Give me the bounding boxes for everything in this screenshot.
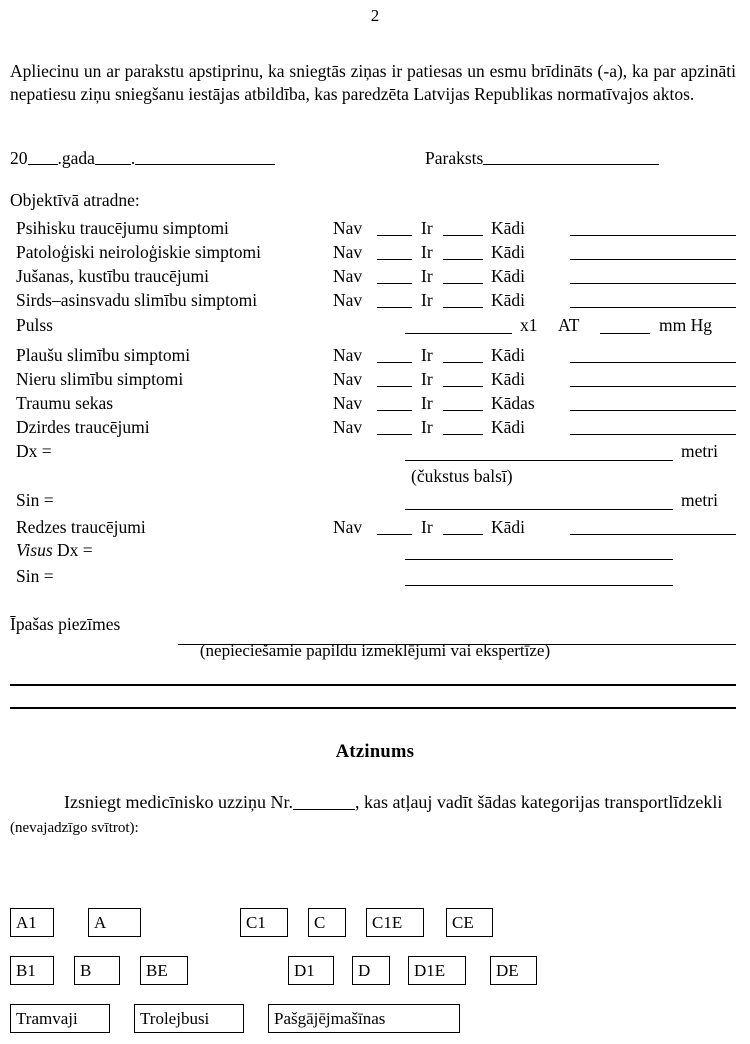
row-label: Dzirdes traucējumi bbox=[16, 417, 150, 437]
notes-extra-line-1[interactable] bbox=[10, 684, 736, 686]
row-label: Sirds–asinsvadu slimību simptomi bbox=[16, 290, 258, 310]
nav-label: Nav bbox=[333, 290, 363, 310]
answer-blank[interactable] bbox=[570, 386, 736, 387]
category-box-d1e[interactable]: D1E bbox=[408, 956, 466, 985]
ir-label: Ir bbox=[421, 369, 433, 389]
intro-paragraph: Apliecinu un ar parakstu apstiprinu, ka sniegtās ziņas ir patiesas un esmu brīdināts (-a), ka par apzināti nepatiesu ziņu sniegšanu iestājas atbildība, kas paredzēta Latvijas Republikas normatīvajos aktos. bbox=[10, 61, 736, 105]
ir-label: Ir bbox=[421, 218, 433, 238]
nav-label: Nav bbox=[333, 517, 363, 537]
pulse-blank[interactable] bbox=[405, 333, 512, 334]
special-notes-label: Īpašas piezīmes bbox=[10, 614, 121, 634]
nav-blank[interactable] bbox=[377, 386, 412, 387]
day-blank[interactable] bbox=[135, 150, 275, 165]
ir-blank[interactable] bbox=[443, 362, 483, 363]
year-prefix: 20 bbox=[10, 148, 28, 168]
blood-pressure-blank[interactable] bbox=[600, 333, 650, 334]
hearing-dx-blank[interactable] bbox=[405, 460, 673, 461]
row-label: Psihisku traucējumu simptomi bbox=[16, 218, 229, 238]
nav-label: Nav bbox=[333, 417, 363, 437]
ir-label: Ir bbox=[421, 290, 433, 310]
kadi-label: Kādi bbox=[491, 517, 526, 537]
nav-blank[interactable] bbox=[377, 307, 412, 308]
hearing-dx-row bbox=[0, 441, 750, 469]
pulse-row bbox=[0, 315, 750, 340]
kadi-label: Kādi bbox=[491, 369, 526, 389]
kadi-label: Kādi bbox=[491, 345, 526, 365]
ir-label: Ir bbox=[421, 242, 433, 262]
gada-label: .gada bbox=[57, 148, 95, 168]
kadi-label: Kādi bbox=[491, 218, 526, 238]
table-row bbox=[0, 218, 750, 243]
answer-blank[interactable] bbox=[570, 235, 736, 236]
category-box-be[interactable]: BE bbox=[140, 956, 188, 985]
year-blank[interactable] bbox=[28, 150, 58, 165]
nav-label: Nav bbox=[333, 218, 363, 238]
answer-blank[interactable] bbox=[570, 434, 736, 435]
objective-findings-title: Objektīvā atradne: bbox=[10, 190, 140, 210]
pulse-multiplier: x1 bbox=[520, 315, 538, 335]
nav-label: Nav bbox=[333, 266, 363, 286]
nav-blank[interactable] bbox=[377, 283, 412, 284]
visus-dx-label bbox=[16, 540, 93, 561]
ir-label: Ir bbox=[421, 417, 433, 437]
ir-label: Ir bbox=[421, 266, 433, 286]
category-box-d[interactable]: D bbox=[352, 956, 390, 985]
answer-blank[interactable] bbox=[570, 362, 736, 363]
signature-label: Paraksts bbox=[425, 148, 484, 168]
table-row bbox=[0, 393, 750, 418]
row-label: Jušanas, kustību traucējumi bbox=[16, 266, 209, 286]
pressure-unit: mm Hg bbox=[659, 315, 712, 335]
row-label: Redzes traucējumi bbox=[16, 517, 146, 537]
visus-sin-label: Sin = bbox=[16, 566, 54, 586]
ir-blank[interactable] bbox=[443, 534, 483, 535]
kadi-label: Kādi bbox=[491, 266, 526, 286]
category-box-b[interactable]: B bbox=[74, 956, 120, 985]
certificate-number-blank[interactable] bbox=[293, 794, 355, 810]
table-row bbox=[0, 290, 750, 315]
kadi-label: Kādi bbox=[491, 290, 526, 310]
special-notes-hint: (nepieciešamie papildu izmeklējumi vai ekspertīze) bbox=[199, 641, 551, 660]
ir-label: Ir bbox=[421, 345, 433, 365]
ir-blank[interactable] bbox=[443, 307, 483, 308]
answer-blank[interactable] bbox=[570, 283, 736, 284]
category-box-ce[interactable]: CE bbox=[446, 908, 493, 937]
row-label: Nieru slimību simptomi bbox=[16, 369, 184, 389]
category-box-c1[interactable]: C1 bbox=[240, 908, 288, 937]
hearing-sin-blank[interactable] bbox=[405, 509, 673, 510]
category-box-tramvaji[interactable]: Tramvaji bbox=[10, 1004, 110, 1033]
notes-extra-line-2[interactable] bbox=[10, 707, 736, 709]
nav-blank[interactable] bbox=[377, 410, 412, 411]
nav-blank[interactable] bbox=[377, 362, 412, 363]
visus-sin-row bbox=[0, 566, 750, 592]
answer-blank[interactable] bbox=[570, 307, 736, 308]
nav-label: Nav bbox=[333, 369, 363, 389]
table-row bbox=[0, 369, 750, 394]
month-blank[interactable] bbox=[95, 150, 131, 165]
category-box-a[interactable]: A bbox=[88, 908, 141, 937]
kadi-label: Kādi bbox=[491, 242, 526, 262]
ir-blank[interactable] bbox=[443, 259, 483, 260]
kadas-label: Kādas bbox=[491, 393, 535, 413]
category-box-c[interactable]: C bbox=[308, 908, 346, 937]
ir-label: Ir bbox=[421, 517, 433, 537]
category-box-pasgajejmasinas[interactable]: Pašgājējmašīnas bbox=[268, 1004, 460, 1033]
ir-blank[interactable] bbox=[443, 283, 483, 284]
blood-pressure-label: AT bbox=[558, 315, 580, 335]
ir-blank[interactable] bbox=[443, 434, 483, 435]
whisper-note: (čukstus balsī) bbox=[411, 466, 513, 486]
table-row bbox=[0, 417, 750, 442]
dx-label: Dx = bbox=[57, 540, 93, 560]
category-box-de[interactable]: DE bbox=[490, 956, 537, 985]
signature-blank[interactable] bbox=[483, 150, 659, 165]
date-dot: . bbox=[130, 148, 136, 168]
visus-sin-blank[interactable] bbox=[405, 585, 673, 586]
visus-dx-blank[interactable] bbox=[405, 559, 673, 560]
verdict-text-before: Izsniegt medicīnisko uzziņu Nr. bbox=[64, 792, 293, 812]
category-box-a1[interactable]: A1 bbox=[10, 908, 54, 937]
date-signature-row bbox=[10, 148, 736, 174]
hearing-dx-label: Dx = bbox=[16, 441, 52, 461]
ir-blank[interactable] bbox=[443, 410, 483, 411]
vision-row bbox=[0, 517, 750, 542]
row-label: Plaušu slimību simptomi bbox=[16, 345, 191, 365]
answer-blank[interactable] bbox=[570, 410, 736, 411]
metri-unit: metri bbox=[681, 490, 718, 510]
nav-label: Nav bbox=[333, 242, 363, 262]
page-number: 2 bbox=[370, 6, 380, 25]
verdict-paragraph bbox=[10, 790, 736, 839]
table-row bbox=[0, 266, 750, 291]
category-box-b1[interactable]: B1 bbox=[10, 956, 54, 985]
hearing-sin-row bbox=[0, 490, 750, 518]
date-field[interactable] bbox=[10, 148, 275, 169]
signature-field[interactable] bbox=[425, 148, 659, 169]
nav-blank[interactable] bbox=[377, 534, 412, 535]
table-row bbox=[0, 345, 750, 370]
ir-blank[interactable] bbox=[443, 235, 483, 236]
category-box-d1[interactable]: D1 bbox=[288, 956, 334, 985]
row-label: Patoloģiski neiroloģiskie simptomi bbox=[16, 242, 261, 262]
category-box-trolejbusi[interactable]: Trolejbusi bbox=[134, 1004, 244, 1033]
pulse-label: Pulss bbox=[16, 315, 53, 335]
verdict-small-note: (nevajadzīgo svītrot): bbox=[10, 820, 139, 837]
nav-blank[interactable] bbox=[377, 235, 412, 236]
table-row bbox=[0, 242, 750, 267]
verdict-text-after: , kas atļauj vadīt šādas kategorijas transportlīdzekli bbox=[354, 792, 723, 812]
verdict-heading: Atzinums bbox=[335, 742, 415, 762]
nav-blank[interactable] bbox=[377, 259, 412, 260]
answer-blank[interactable] bbox=[570, 259, 736, 260]
visus-dx-row bbox=[0, 540, 750, 566]
ir-blank[interactable] bbox=[443, 386, 483, 387]
nav-label: Nav bbox=[333, 393, 363, 413]
answer-blank[interactable] bbox=[570, 534, 736, 535]
row-label: Traumu sekas bbox=[16, 393, 114, 413]
ir-label: Ir bbox=[421, 393, 433, 413]
metri-unit: metri bbox=[681, 441, 718, 461]
category-box-c1e[interactable]: C1E bbox=[366, 908, 424, 937]
nav-label: Nav bbox=[333, 345, 363, 365]
nav-blank[interactable] bbox=[377, 434, 412, 435]
hearing-sin-label: Sin = bbox=[16, 490, 54, 510]
visus-italic: Visus bbox=[16, 540, 53, 560]
kadi-label: Kādi bbox=[491, 417, 526, 437]
